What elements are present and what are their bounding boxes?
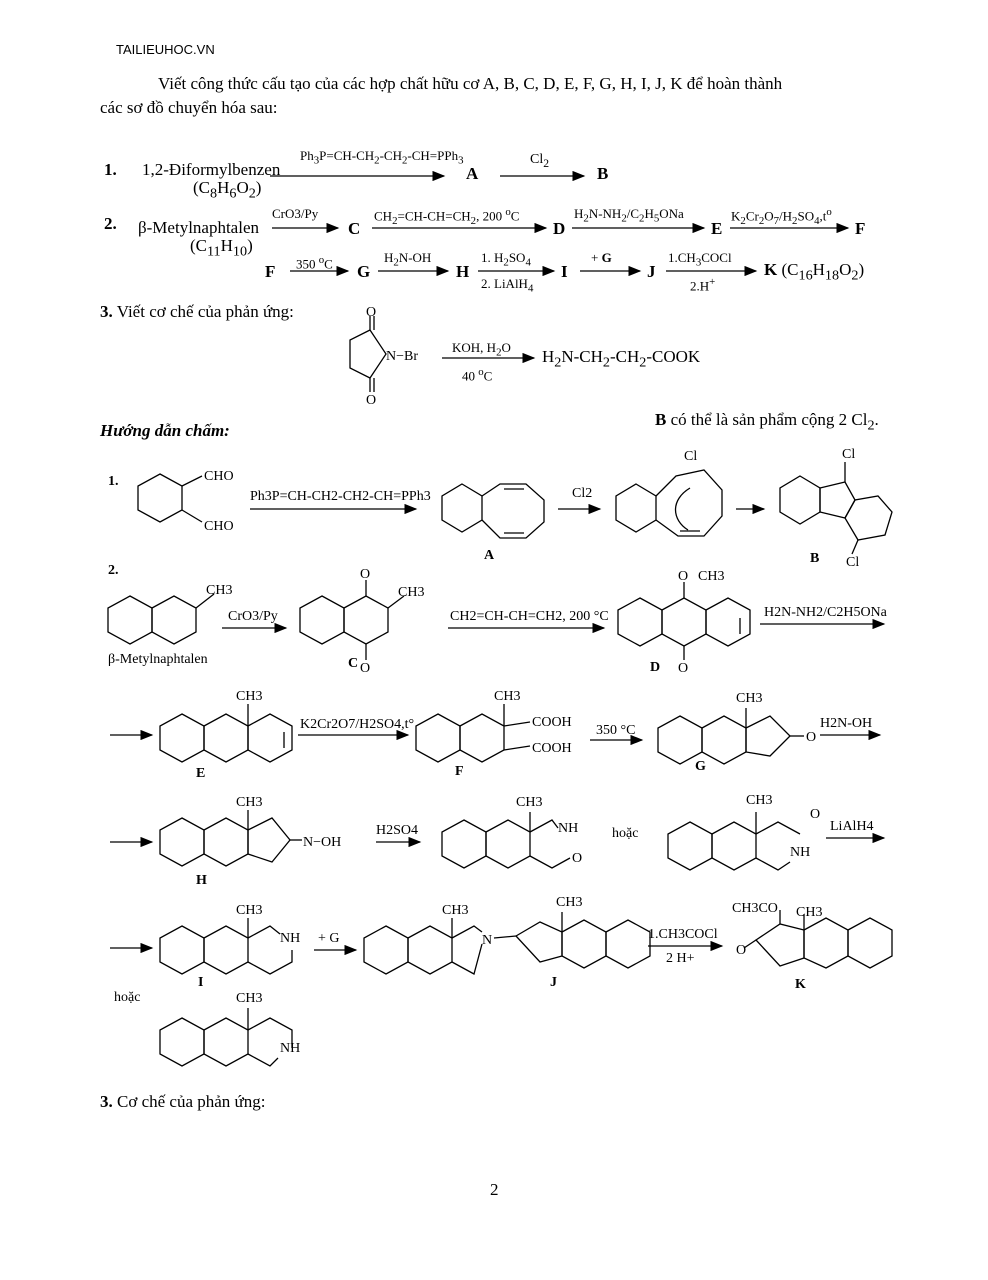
svg-text:COOH: COOH (532, 741, 572, 756)
q2-d: D (553, 219, 566, 238)
svg-text:CH2=CH-CH=CH2, 200 °C: CH2=CH-CH=CH2, 200 °C (450, 609, 609, 624)
label-f: F (455, 764, 464, 779)
q2-number: 2. (104, 214, 117, 233)
q2-reagent-2: $CH_2=CH-CH=CH_2$, 200 $^o$C (374, 206, 520, 227)
svg-text:CH3CO: CH3CO (732, 901, 778, 916)
svg-text:O: O (810, 807, 821, 822)
svg-text:O: O (678, 569, 689, 584)
svg-text:350 °C: 350 °C (596, 723, 636, 738)
svg-text:CHO: CHO (204, 469, 234, 484)
label-d: D (650, 660, 661, 675)
svg-text:H2SO4: H2SO4 (376, 823, 419, 838)
svg-text:NH: NH (558, 821, 579, 836)
q2-e: E (711, 219, 723, 238)
svg-text:CH3: CH3 (236, 689, 263, 704)
svg-text:H2N-OH: H2N-OH (820, 716, 873, 731)
q1-formula: $(C_8H_6O_2)$ (193, 178, 262, 202)
svg-text:CH3: CH3 (796, 905, 823, 920)
q1-number: 1. (104, 160, 117, 179)
q2-f: F (855, 219, 866, 238)
svg-text:CH3: CH3 (516, 795, 543, 810)
svg-text:NH: NH (280, 1041, 301, 1056)
intro-line-1: Viết công thức cấu tạo của các hợp chất hữu cơ A, B, C, D, E, F, G, H, I, J, K để hoàn thành (158, 74, 783, 93)
q2-k: K $(C_{16}H_{18}O_2)$ (764, 260, 865, 284)
svg-text:H2N-NH2/C2H5ONa: H2N-NH2/C2H5ONa (764, 605, 887, 620)
label-k: K (795, 977, 806, 992)
svg-text:N−OH: N−OH (303, 835, 342, 850)
svg-text:CH3: CH3 (236, 903, 263, 918)
svg-text:K2Cr2O7/H2SO4,t°: K2Cr2O7/H2SO4,t° (300, 717, 415, 732)
svg-text:O: O (360, 661, 371, 676)
guide-naph-label: β-Metylnaphtalen (108, 652, 208, 667)
svg-text:O: O (366, 305, 377, 320)
svg-text:Cl2: Cl2 (572, 486, 593, 501)
q2-start: β-Metylnaphtalen (138, 218, 260, 237)
q1-product-b: B (597, 164, 609, 183)
label-j: J (550, 975, 557, 990)
svg-text:LiAlH4: LiAlH4 (830, 819, 874, 834)
site-watermark: TAILIEUHOC.VN (116, 42, 215, 57)
q2-g: G (357, 262, 371, 281)
label-b: B (810, 551, 820, 566)
q3-product: $H_2N-CH_2-CH_2$-COOK (542, 347, 701, 371)
svg-text:O: O (678, 661, 689, 676)
label-a: A (484, 548, 495, 563)
label-g: G (695, 759, 706, 774)
svg-text:CH3: CH3 (206, 583, 233, 598)
q3-title: 3. Viết cơ chế của phản ứng: (100, 302, 294, 321)
q2-reagent-8: + G (591, 250, 612, 265)
page-number: 2 (490, 1180, 499, 1199)
label-i: I (198, 975, 204, 990)
q2-reagent-7a: 1. $H_2SO_4$ (481, 250, 531, 269)
q2-reagent-5: 350 $^o$C (296, 254, 333, 272)
svg-text:Ph3P=CH-CH2-CH2-CH=PPh3: Ph3P=CH-CH2-CH2-CH=PPh3 (250, 489, 431, 504)
guide-title: Hướng dẫn chấm: (100, 421, 230, 440)
svg-text:COOH: COOH (532, 715, 572, 730)
q2-reagent-7b: 2. LiAlH$_4$ (481, 276, 534, 295)
svg-text:O: O (572, 851, 583, 866)
svg-text:2 H+: 2 H+ (666, 951, 695, 966)
svg-text:O: O (806, 730, 817, 745)
intro-line-2: các sơ đồ chuyển hóa sau: (100, 98, 278, 117)
svg-text:CrO3/Py: CrO3/Py (228, 609, 278, 624)
svg-text:CHO: CHO (204, 519, 234, 534)
svg-text:CH3: CH3 (236, 991, 263, 1006)
hoac-1: hoặc (612, 826, 639, 841)
svg-text:Cl: Cl (842, 447, 856, 462)
label-c: C (348, 656, 359, 671)
q1-cl2: $Cl_2$ (530, 152, 550, 170)
q2-h: H (456, 262, 470, 281)
svg-text:CH3: CH3 (698, 569, 725, 584)
svg-text:CH3: CH3 (236, 795, 263, 810)
svg-text:N: N (482, 933, 493, 948)
q2-reagent-4: $K_2Cr_2O_7/H_2SO_4,t^o$ (731, 206, 832, 227)
svg-text:O: O (736, 943, 747, 958)
q2-c: C (348, 219, 361, 238)
svg-text:1.CH3COCl: 1.CH3COCl (648, 927, 718, 942)
q1-reagent: $Ph_3P=CH-CH_2-CH_2-CH=PPh_3$ (300, 148, 464, 167)
svg-text:N−Br: N−Br (386, 349, 419, 364)
q3-reagent-bottom: 40 $^o$C (462, 366, 493, 384)
label-e: E (196, 766, 206, 781)
svg-text:CH3: CH3 (494, 689, 521, 704)
guide-step-2: 2. (108, 563, 119, 578)
q2-formula: $(C_{11}H_{10})$ (190, 236, 253, 260)
svg-text:NH: NH (280, 931, 301, 946)
q2-reagent-1: CrO3/Py (272, 206, 319, 221)
hoac-2: hoặc (114, 990, 141, 1005)
svg-text:Cl: Cl (846, 555, 860, 570)
svg-text:CH3: CH3 (556, 895, 583, 910)
q2-j: J (647, 262, 656, 281)
svg-text:CH3: CH3 (398, 585, 425, 600)
mechanism-title: 3. Cơ chế của phản ứng: (100, 1092, 266, 1111)
q1-start: 1,2-Điformylbenzen (142, 160, 281, 179)
guide-step-1: 1. (108, 474, 119, 489)
svg-text:NH: NH (790, 845, 811, 860)
q2-reagent-6: $H_2N-OH$ (384, 250, 432, 269)
svg-text:+ G: + G (318, 931, 340, 946)
q3-reagent-top: KOH, $H_2O$ (452, 340, 511, 359)
q2-reagent-3: $H_2N-NH_2/C_2H_5ONa$ (574, 206, 684, 225)
svg-text:CH3: CH3 (442, 903, 469, 918)
q2-i: I (561, 262, 568, 281)
guide-note: B có thể là sản phẩm cộng 2 $Cl_2$. (655, 410, 879, 434)
svg-text:O: O (360, 567, 371, 582)
q2-f-2: F (265, 262, 276, 281)
svg-text:CH3: CH3 (746, 793, 773, 808)
q1-product-a: A (466, 164, 479, 183)
svg-text:CH3: CH3 (736, 691, 763, 706)
q2-reagent-9a: $1.CH_3COCl$ (668, 250, 732, 269)
svg-text:O: O (366, 393, 377, 408)
q2-reagent-9b: 2.H+ (690, 276, 716, 294)
svg-text:Cl: Cl (684, 449, 698, 464)
label-h: H (196, 873, 207, 888)
